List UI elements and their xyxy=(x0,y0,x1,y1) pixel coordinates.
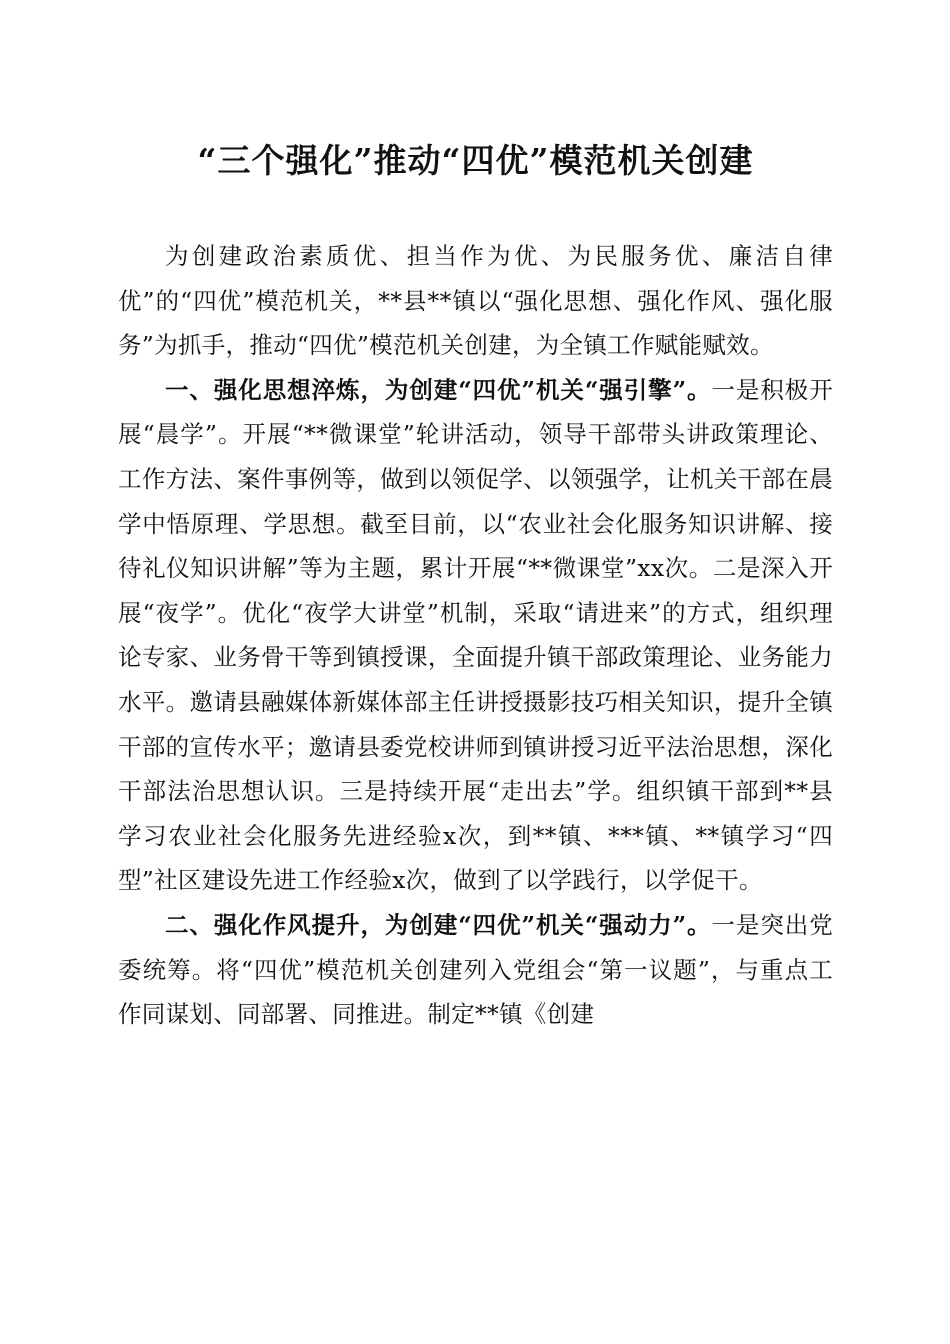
intro-paragraph xyxy=(118,234,833,368)
document-page xyxy=(118,130,833,1037)
intro-paragraph-text: 为创建政治素质优、担当作为优、为民服务优、廉洁自律优”的“四优”模范机关，**县**镇以“强化思想、强化作风、强化服务”为抓手，推动“四优”模范机关创建，为全镇工作赋能赋效。 xyxy=(118,242,833,360)
section-two-text: 一是突出党委统筹。将“四优”模范机关创建列入党组会“第一议题”，与重点工作同谋划、同部署、同推进。制定**镇《创建 xyxy=(118,910,833,1029)
section-one-text: 一是积极开展“晨学”。开展“**微课堂”轮讲活动，领导干部带头讲政策理论、工作方法、案件事例等，做到以领促学、以领强学，让机关干部在晨学中悟原理、学思想。截至目前，以“农业社会化服务知识讲解、接待礼仪知识讲解”等为主题，累计开展“**微课堂”xx次。二是深入开展“夜学”。优化“夜学大讲堂”机制，采取“请进来”的方式，组织理论专家、业务骨干等到镇授课，全面提升镇干部政策理论、业务能力水平。邀请县融媒体新媒体部主任讲授摄影技巧相关知识，提升全镇干部的宣传水平；邀请县委党校讲师到镇讲授习近平法治思想，深化干部法治思想认识。三是持续开展“走出去”学。组织镇干部到**县学习农业社会化服务先进经验x次，到**镇、***镇、**镇学习“四型”社区建设先进工作经验x次，做到了以学践行，以学促干。 xyxy=(118,375,833,895)
document-title: “三个强化”推动“四优”模范机关创建 xyxy=(197,141,754,180)
document-body xyxy=(118,234,833,1037)
section-one-heading: 一、强化思想淬炼，为创建“四优”机关“强引擎”。 xyxy=(165,375,712,404)
section-two-heading: 二、强化作风提升，为创建“四优”机关“强动力”。 xyxy=(165,910,712,939)
section-one-paragraph xyxy=(118,368,833,903)
section-two-paragraph xyxy=(118,903,833,1037)
